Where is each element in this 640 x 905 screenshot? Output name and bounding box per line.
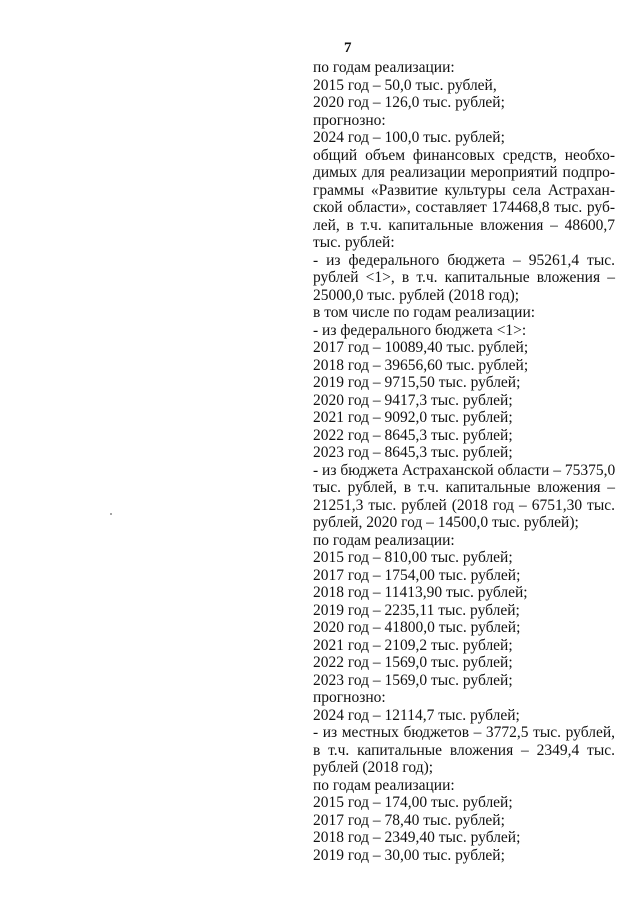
text-line: - из местных бюджетов – 3772,5 тыс. рублей, <box>313 724 615 741</box>
text-line: 2021 год – 9092,0 тыс. рублей; <box>313 409 513 426</box>
text-line: 2018 год – 11413,90 тыс. рублей; <box>313 584 528 601</box>
text-line: прогнозно: <box>313 689 386 706</box>
text-line: 2023 год – 8645,3 тыс. рублей; <box>313 444 513 461</box>
text-line: димых для реализации мероприятий подпро- <box>313 164 615 181</box>
text-line: 2015 год – 810,00 тыс. рублей; <box>313 549 513 566</box>
text-line: граммы «Развитие культуры села Астрахан- <box>313 181 615 199</box>
text-line: - из федерального бюджета – 95261,4 тыс. <box>313 251 615 269</box>
text-line: прогнозно: <box>313 111 386 129</box>
text-line: по годам реализации: <box>313 531 455 549</box>
text-line: рублей <1>, в т.ч. капитальные вложения – <box>313 269 615 286</box>
scan-artifact <box>110 513 112 515</box>
text-line: рублей, 2020 год – 14500,0 тыс. рублей); <box>313 514 579 531</box>
text-line: 2017 год – 78,40 тыс. рублей; <box>313 811 505 829</box>
text-line: тыс. рублей: <box>313 234 395 251</box>
text-line: общий объем финансовых средств, необхо- <box>313 146 615 164</box>
text-line: 2021 год – 2109,2 тыс. рублей; <box>313 636 513 654</box>
text-line: 2018 год – 2349,40 тыс. рублей; <box>313 829 521 846</box>
text-line: лей, в т.ч. капитальные вложения – 48600,7 <box>313 216 615 234</box>
text-line: 2017 год – 1754,00 тыс. рублей; <box>313 566 521 584</box>
text-line: 2019 год – 2235,11 тыс. рублей; <box>313 601 520 619</box>
text-line: в том числе по годам реализации: <box>313 304 536 321</box>
text-line: 2022 год – 1569,0 тыс. рублей; <box>313 654 513 671</box>
text-block <box>313 59 615 864</box>
text-line: 2022 год – 8645,3 тыс. рублей; <box>313 426 513 444</box>
text-line: 2020 год – 126,0 тыс. рублей; <box>313 94 505 111</box>
text-line: 2018 год – 39656,60 тыс. рублей; <box>313 356 529 374</box>
text-line: - из бюджета Астраханской области – 75375,0 <box>313 461 616 479</box>
text-line: ской области», составляет 174468,8 тыс. руб- <box>313 199 615 216</box>
text-line: 2024 год – 100,0 тыс. рублей; <box>313 129 505 146</box>
text-line: 2020 год – 41800,0 тыс. рублей; <box>313 619 521 636</box>
text-line: в т.ч. капитальные вложения – 2349,4 тыс. <box>313 741 615 759</box>
text-line: 2019 год – 9715,50 тыс. рублей; <box>313 374 521 391</box>
text-line: по годам реализации: <box>313 776 455 794</box>
text-line: тыс. рублей, в т.ч. капитальные вложения – <box>313 479 615 496</box>
text-line: 21251,3 тыс. рублей (2018 год – 6751,30 тыс. <box>313 496 615 514</box>
text-line: 2024 год – 12114,7 тыс. рублей; <box>313 706 520 724</box>
page-number: 7 <box>344 40 352 56</box>
text-line: рублей (2018 год); <box>313 759 434 776</box>
text-line: 2015 год – 174,00 тыс. рублей; <box>313 794 513 811</box>
text-line: 2023 год – 1569,0 тыс. рублей; <box>313 671 513 689</box>
text-line: - из федерального бюджета <1>: <box>313 321 527 339</box>
text-line: 2015 год – 50,0 тыс. рублей, <box>313 76 497 94</box>
text-line: 2017 год – 10089,40 тыс. рублей; <box>313 339 529 356</box>
text-line: 25000,0 тыс. рублей (2018 год); <box>313 286 520 304</box>
text-line: 2019 год – 30,00 тыс. рублей; <box>313 846 505 864</box>
text-line: 2020 год – 9417,3 тыс. рублей; <box>313 391 513 409</box>
text-line: по годам реализации: <box>313 59 455 76</box>
